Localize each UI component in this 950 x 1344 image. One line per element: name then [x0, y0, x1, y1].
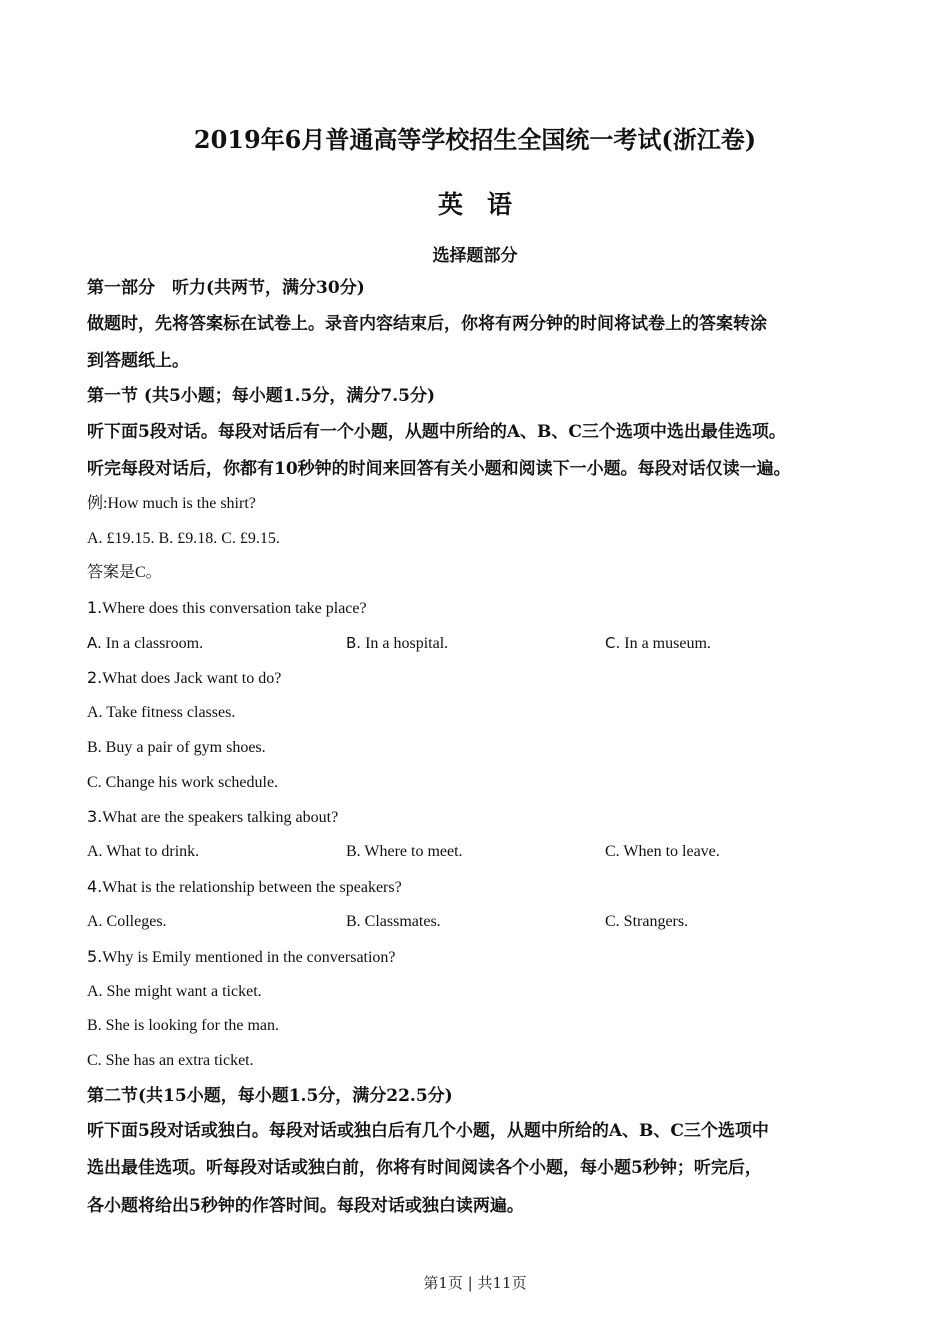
question-text: What is the relationship between the speakers? [102, 879, 402, 896]
section1-instruction-line-1: 听下面5段对话。每段对话后有一个小题，从题中所给的A、B、C三个选项中选出最佳选项。 [87, 422, 786, 442]
option-b: B. Classmates. [346, 913, 441, 930]
section-label: 选择题部分 [432, 246, 518, 266]
option-a: A. She might want a ticket. [87, 983, 262, 1000]
question-text: Where does this conversation take place? [102, 600, 367, 617]
example-options: A. £19.15. B. £9.18. C. £9.15. [87, 530, 280, 547]
question-4 [87, 875, 402, 900]
option-a: A. Colleges. [87, 913, 167, 930]
option-a: A. What to drink. [87, 843, 200, 860]
question-number: 4. [87, 877, 103, 896]
part1-instruction-line-1: 做题时，先将答案标在试卷上。录音内容结束后，你将有两分钟的时间将试卷上的答案转涂 [87, 314, 767, 334]
question-text: Why is Emily mentioned in the conversation? [102, 949, 396, 966]
question-number: 1. [87, 598, 103, 617]
question-text: What are the speakers talking about? [102, 809, 339, 826]
question-1-options [87, 631, 887, 655]
option-c: C. Strangers. [605, 913, 689, 930]
section2-heading: 第二节(共15小题，每小题1.5分，满分22.5分) [87, 1086, 453, 1106]
option-b: B. Where to meet. [346, 843, 463, 860]
question-5 [87, 945, 396, 970]
exam-title: 2019年6月普通高等学校招生全国统一考试(浙江卷) [193, 125, 757, 154]
option-b: B. Buy a pair of gym shoes. [87, 739, 266, 756]
question-4-options [87, 910, 887, 934]
option-b: B. In a hospital. [346, 634, 449, 652]
example-question: 例:How much is the shirt? [87, 495, 256, 512]
section1-heading: 第一节 (共5小题；每小题1.5分，满分7.5分) [87, 386, 435, 406]
section2-instruction-line-1: 听下面5段对话或独白。每段对话或独白后有几个小题，从题中所给的A、B、C三个选项中 [87, 1121, 769, 1141]
question-text: What does Jack want to do? [102, 670, 282, 687]
part1-heading: 第一部分 听力(共两节，满分30分) [87, 278, 365, 298]
option-c: C. When to leave. [605, 843, 720, 860]
question-number: 3. [87, 807, 103, 826]
example-answer: 答案是C。 [87, 564, 162, 581]
question-1 [87, 596, 367, 621]
option-b: B. She is looking for the man. [87, 1017, 279, 1034]
option-c: C. She has an extra ticket. [87, 1052, 254, 1069]
option-a: A. In a classroom. [87, 634, 204, 652]
option-c: C. Change his work schedule. [87, 774, 279, 791]
section2-instruction-line-3: 各小题将给出5秒钟的作答时间。每段对话或独白读两遍。 [87, 1196, 524, 1216]
option-a: A. Take fitness classes. [87, 704, 236, 721]
subject-title: 英语 [437, 190, 536, 219]
option-c: C. In a museum. [605, 634, 711, 652]
question-3-options [87, 840, 887, 864]
part1-instruction-line-2: 到答题纸上。 [87, 351, 189, 371]
page-footer: 第1页 | 共11页 [423, 1274, 527, 1292]
question-2 [87, 666, 281, 691]
section1-instruction-line-2: 听完每段对话后，你都有10秒钟的时间来回答有关小题和阅读下一小题。每段对话仅读一遍。 [87, 459, 791, 479]
question-number: 5. [87, 947, 103, 966]
question-3 [87, 805, 338, 830]
section2-instruction-line-2: 选出最佳选项。听每段对话或独白前，你将有时间阅读各个小题，每小题5秒钟；听完后， [87, 1158, 762, 1178]
question-number: 2. [87, 668, 103, 687]
